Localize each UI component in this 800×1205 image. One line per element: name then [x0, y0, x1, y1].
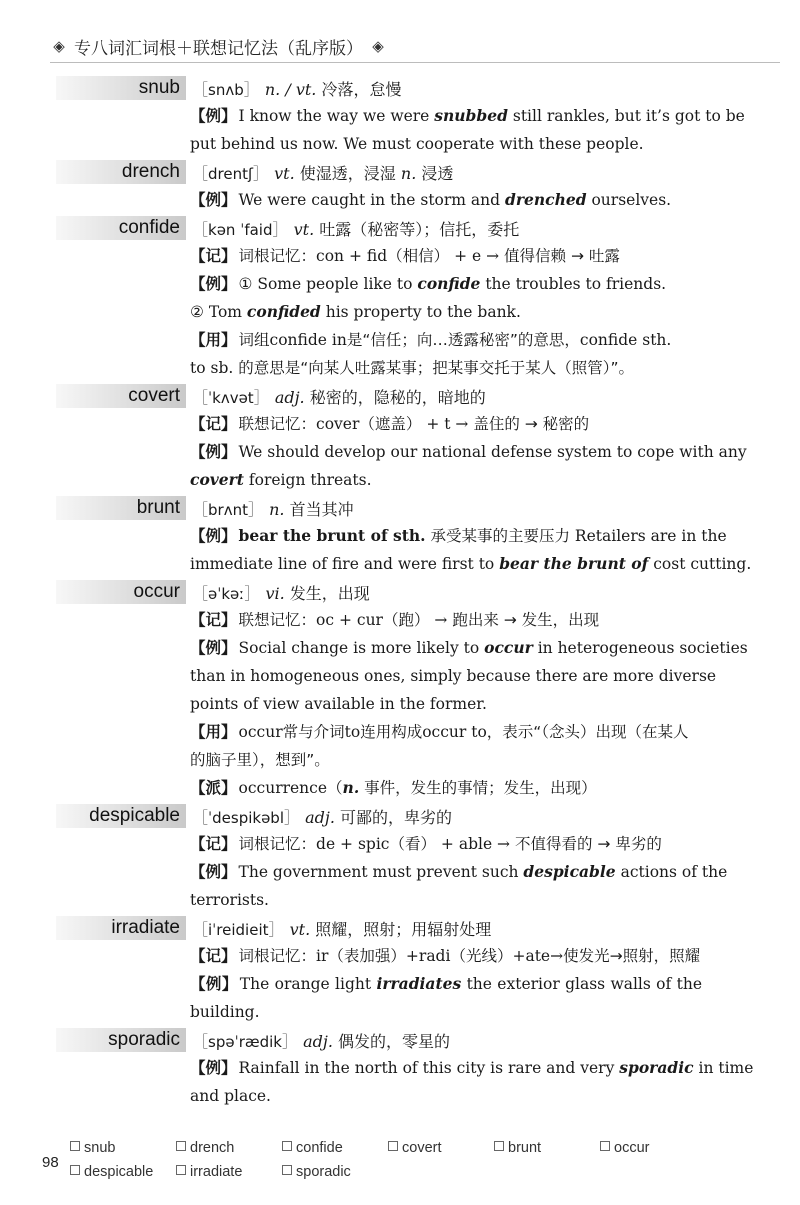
definition [192, 581, 370, 604]
text-segment: 常与介词 [282, 723, 345, 741]
section-tag: 【例】 [190, 443, 237, 461]
text-segment: We were caught in the storm and [238, 191, 505, 209]
bracket-close: ］ [268, 919, 285, 939]
text-segment: 联想记忆： [238, 415, 317, 433]
entry-line [190, 298, 702, 326]
text-segment: the troubles to friends. [480, 275, 667, 293]
gloss: 发生，出现 [289, 583, 370, 603]
text-segment: covert [190, 470, 244, 489]
definition [192, 217, 519, 240]
gloss: 吐露（秘密等）；信托，委托 [319, 219, 520, 239]
text-segment: still rankles, but it’s got to be [507, 107, 745, 125]
entry-line [190, 774, 702, 802]
bracket-close: ］ [253, 387, 270, 407]
text-segment: confide sth. [579, 331, 672, 349]
bracket-close: ］ [244, 583, 261, 603]
part-of-speech: adj. [274, 387, 305, 407]
diamond-target-icon: ◈ [53, 37, 65, 55]
entry-line [190, 606, 702, 634]
entry-line [190, 746, 702, 774]
text-segment: confided [246, 302, 321, 321]
text-segment: to [344, 723, 361, 741]
pronunciation: brʌnt [208, 500, 248, 519]
bracket-close: ］ [272, 219, 289, 239]
word-entry [0, 802, 800, 914]
checklist-item[interactable] [282, 1164, 351, 1180]
text-segment: occurrence [238, 779, 328, 797]
entry-headline [0, 1026, 800, 1054]
text-segment: snubbed [434, 106, 508, 125]
entry-line [190, 466, 702, 494]
section-tag: 【派】 [190, 779, 237, 797]
text-segment: The government must prevent such [238, 863, 524, 881]
entry-line [190, 662, 717, 690]
checklist-item[interactable] [70, 1140, 115, 1156]
text-segment: and place. [190, 1087, 271, 1105]
bracket-close: ］ [253, 163, 270, 183]
bracket-open: ［ [192, 499, 209, 519]
bracket-open: ［ [192, 919, 209, 939]
part-of-speech: vt. [274, 163, 295, 183]
entry-line [190, 270, 702, 298]
text-segment: （ [327, 779, 343, 797]
text-segment: + t → [421, 415, 474, 433]
entry-line [190, 718, 702, 746]
text-segment: cost cutting. [648, 555, 752, 573]
text-segment: （遮盖） [359, 415, 422, 433]
text-segment: +radi [405, 947, 451, 965]
bracket-close: ］ [284, 807, 301, 827]
text-segment: confide [417, 274, 481, 293]
headword: occur [56, 580, 186, 604]
part-of-speech: n. [269, 499, 285, 519]
text-segment: 的意思是“向某人吐露某事；把某事交托于某人（照管）”。 [238, 359, 635, 377]
section-tag: 【记】 [190, 947, 237, 965]
entry-line [190, 942, 702, 970]
text-segment: terrorists. [190, 891, 269, 909]
word-entry [0, 914, 800, 1026]
text-segment: + able → [436, 835, 515, 853]
headword: drench [56, 160, 186, 184]
section-tag: 【用】 [190, 723, 237, 741]
text-segment: in time [693, 1059, 754, 1077]
text-segment: 跑出来 → 发生，出现 [452, 611, 600, 629]
bracket-open: ［ [192, 1031, 209, 1051]
headword: irradiate [56, 916, 186, 940]
text-segment: n. [342, 778, 360, 797]
part-of-speech: vt. [289, 919, 311, 939]
text-segment: + e → [449, 247, 505, 265]
gloss: 偶发的，零星的 [338, 1031, 451, 1051]
text-segment: ir [316, 947, 329, 965]
text-segment: 的脑子里），想到”。 [190, 751, 330, 769]
checklist-item[interactable] [70, 1164, 153, 1180]
word-entry [0, 74, 800, 158]
text-segment: irradiates [376, 974, 462, 993]
text-segment: （光线） [450, 947, 513, 965]
definition [192, 77, 401, 100]
entry-headline [0, 382, 800, 410]
text-segment: than in homogeneous ones, simply because there are more diverse [190, 667, 717, 685]
checklist-label: snub [84, 1140, 116, 1156]
text-segment: 盖住的 → 秘密的 [473, 415, 590, 433]
section-tag: 【例】 [190, 191, 237, 209]
bracket-close: ］ [243, 79, 260, 99]
pronunciation: iˈreidieit [208, 920, 269, 939]
entry-line [190, 102, 745, 130]
diamond-target-icon: ◈ [372, 37, 384, 55]
pronunciation: ˈkʌvət [208, 388, 254, 407]
text-segment: ② Tom [190, 303, 247, 321]
text-segment: oc + cur [316, 611, 383, 629]
text-segment: Rainfall in the north of this city is rare and very [238, 1059, 620, 1077]
text-segment: 连用构成 [360, 723, 423, 741]
text-segment: ① Some people like to [238, 275, 418, 293]
text-segment: con + fid [316, 247, 388, 265]
page-number: 98 [42, 1154, 59, 1171]
text-segment: 是“信任；向…透露秘密”的意思， [346, 331, 580, 349]
text-segment: foreign threats. [243, 471, 372, 489]
pronunciation: spəˈrædik [208, 1032, 282, 1051]
entry-line [190, 886, 702, 914]
entry-line [190, 522, 727, 550]
text-segment: to sb. [190, 359, 239, 377]
entry-headline [0, 914, 800, 942]
word-entries [0, 74, 800, 1110]
checkbox-icon[interactable] [70, 1165, 80, 1175]
headword: snub [56, 76, 186, 100]
text-segment: Retailers are in the [574, 527, 727, 545]
text-segment: 不值得看的 → 卑劣的 [514, 835, 662, 853]
bracket-open: ［ [192, 583, 209, 603]
gloss: 冷落，怠慢 [321, 79, 402, 99]
bracket-close: ］ [281, 1031, 298, 1051]
text-segment: （相信） [387, 247, 450, 265]
section-tag: 【记】 [190, 611, 237, 629]
pronunciation: snʌb [208, 80, 244, 99]
checklist-item[interactable] [176, 1140, 234, 1156]
text-segment: 使发光→照射，照耀 [563, 947, 701, 965]
word-entry [0, 382, 800, 494]
bracket-open: ［ [192, 79, 209, 99]
text-segment: occur [238, 723, 283, 741]
checklist-label: occur [614, 1140, 650, 1156]
part-of-speech: n. [400, 163, 417, 183]
section-tag: 【记】 [190, 415, 237, 433]
word-entry [0, 578, 800, 802]
entry-line [190, 690, 702, 718]
text-segment: We should develop our national defense system to cope with any [238, 443, 747, 461]
definition [192, 497, 354, 520]
text-segment: occur [484, 638, 533, 657]
text-segment: 词根记忆： [238, 947, 317, 965]
running-header [50, 30, 780, 63]
headword: despicable [56, 804, 186, 828]
section-tag: 【例】 [190, 863, 237, 881]
text-segment: de + spic [316, 835, 390, 853]
text-segment: +ate→ [512, 947, 564, 965]
gloss: 首当其冲 [289, 499, 354, 519]
checklist-label: brunt [508, 1140, 542, 1156]
entry-line [190, 438, 747, 466]
gloss: 可鄙的，卑劣的 [340, 807, 453, 827]
entry-headline [0, 214, 800, 242]
part-of-speech: adj. [305, 807, 335, 827]
entry-headline [0, 802, 800, 830]
entry-headline [0, 158, 800, 186]
section-tag: 【记】 [190, 835, 237, 853]
checklist-label: sporadic [296, 1164, 351, 1180]
entry-line [190, 130, 702, 158]
text-segment: 词根记忆： [238, 247, 317, 265]
entry-line [190, 998, 702, 1026]
entry-line [190, 550, 752, 578]
definition [192, 385, 486, 408]
checklist-label: covert [402, 1140, 442, 1156]
checklist-label: confide [296, 1140, 343, 1156]
pronunciation: kən ˈfaid [208, 220, 273, 239]
checkbox-icon[interactable] [600, 1141, 610, 1151]
entry-headline [0, 494, 800, 522]
text-segment: cover [316, 415, 360, 433]
entry-line [190, 830, 702, 858]
bracket-open: ［ [192, 163, 209, 183]
bracket-open: ［ [192, 387, 209, 407]
text-segment: bear the brunt of sth. [238, 526, 426, 545]
definition [192, 161, 453, 184]
gloss: 秘密的，隐秘的，暗地的 [309, 387, 486, 407]
headword: sporadic [56, 1028, 186, 1052]
entry-line [190, 186, 702, 214]
text-segment: his property to the bank. [320, 303, 521, 321]
text-segment: confide in [269, 331, 347, 349]
text-segment: immediate line of fire and were first to [190, 555, 500, 573]
text-segment: occur to [422, 723, 487, 741]
text-segment: the exterior glass walls of the [461, 975, 702, 993]
part-of-speech: adj. [303, 1031, 333, 1051]
entry-headline [0, 578, 800, 606]
text-segment: in heterogeneous societies [532, 639, 748, 657]
entry-line [190, 858, 728, 886]
entry-line [190, 1082, 702, 1110]
text-segment: ，表示“（念头）出现（在某人 [486, 723, 689, 741]
checklist-item[interactable] [282, 1140, 343, 1156]
word-entry [0, 1026, 800, 1110]
part-of-speech: vt. [293, 219, 315, 239]
bracket-close: ］ [247, 499, 264, 519]
text-segment: I know the way we were [238, 107, 435, 125]
text-segment: （表加强） [328, 947, 406, 965]
text-segment: points of view available in the former. [190, 695, 487, 713]
text-segment: despicable [523, 862, 616, 881]
text-segment: 联想记忆： [238, 611, 317, 629]
checkbox-icon[interactable] [70, 1141, 80, 1151]
entry-line [190, 242, 702, 270]
checkbox-icon[interactable] [282, 1141, 292, 1151]
section-tag: 【例】 [190, 275, 237, 293]
pronunciation: ˈdespikəbl [208, 808, 284, 827]
section-tag: 【例】 [190, 107, 237, 125]
text-segment: 词组 [238, 331, 270, 349]
gloss: 浸透 [421, 163, 454, 183]
text-segment: put behind us now. We must cooperate with these people. [190, 135, 644, 153]
text-segment: 事件，发生的事情；发生，出现） [359, 779, 597, 797]
pronunciation: əˈkəː [208, 584, 245, 603]
checkbox-icon[interactable] [282, 1165, 292, 1175]
text-segment: → [429, 611, 453, 629]
word-entry [0, 494, 800, 578]
text-segment: 值得信赖 → 吐露 [504, 247, 620, 265]
definition [192, 917, 491, 940]
text-segment: building. [190, 1003, 260, 1021]
checklist-label: drench [190, 1140, 235, 1156]
checkbox-icon[interactable] [494, 1141, 504, 1151]
entry-headline [0, 74, 800, 102]
entry-line [190, 634, 748, 662]
entry-line [190, 326, 702, 354]
checkbox-icon[interactable] [176, 1141, 186, 1151]
section-tag: 【例】 [190, 639, 237, 657]
gloss: 使湿透，浸湿 [299, 163, 396, 183]
checkbox-icon[interactable] [388, 1141, 398, 1151]
entry-line [190, 1054, 754, 1082]
entry-line [190, 354, 702, 382]
section-tag: 【用】 [190, 331, 237, 349]
part-of-speech: n. / vt. [264, 79, 317, 99]
checkbox-icon[interactable] [176, 1165, 186, 1175]
text-segment: （跑） [382, 611, 430, 629]
text-segment: Social change is more likely to [238, 639, 485, 657]
section-tag: 【例】 [190, 1059, 237, 1077]
checklist-label: despicable [84, 1164, 154, 1180]
text-segment: bear the brunt of [499, 554, 649, 573]
checklist-item[interactable] [388, 1140, 442, 1156]
definition [192, 805, 452, 828]
definition [192, 1029, 450, 1052]
book-title: 专八词汇词根＋联想记忆法（乱序版） [74, 38, 363, 59]
checklist-item[interactable] [600, 1140, 649, 1156]
section-tag: 【例】 [190, 975, 238, 993]
checklist-label: irradiate [190, 1164, 243, 1180]
text-segment: sporadic [619, 1058, 694, 1077]
headword: covert [56, 384, 186, 408]
headword: brunt [56, 496, 186, 520]
entry-line [190, 970, 702, 998]
text-segment: The orange light [239, 975, 377, 993]
headword: confide [56, 216, 186, 240]
part-of-speech: vi. [265, 583, 285, 603]
word-entry [0, 158, 800, 214]
text-segment: ourselves. [586, 191, 672, 209]
bracket-open: ［ [192, 219, 209, 239]
checklist-item[interactable] [176, 1164, 242, 1180]
pronunciation: drentʃ [208, 164, 254, 183]
bracket-open: ［ [192, 807, 209, 827]
section-tag: 【记】 [190, 247, 237, 265]
section-tag: 【例】 [190, 527, 237, 545]
entry-line [190, 410, 702, 438]
text-segment: 承受某事的主要压力 [425, 527, 575, 545]
word-entry [0, 214, 800, 382]
gloss: 照耀，照射；用辐射处理 [315, 919, 492, 939]
text-segment: drenched [505, 190, 587, 209]
checklist-item[interactable] [494, 1140, 541, 1156]
text-segment: （看） [389, 835, 436, 853]
text-segment: actions of the [615, 863, 728, 881]
text-segment: 词根记忆： [238, 835, 317, 853]
